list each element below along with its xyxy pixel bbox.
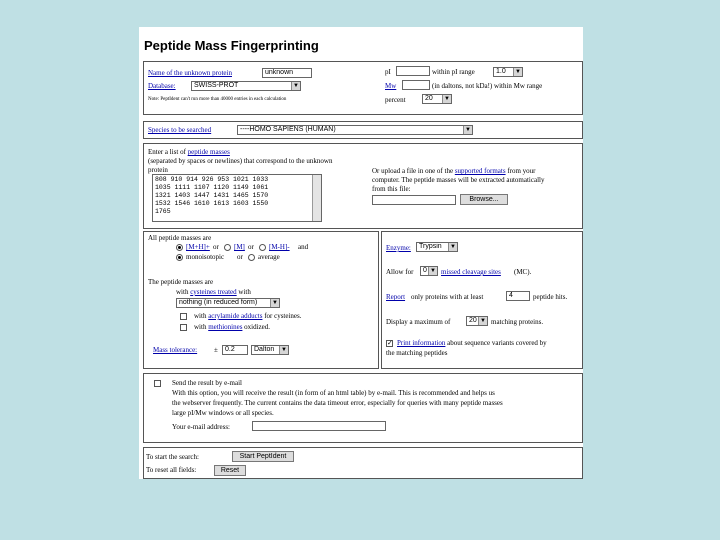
- monoisotopic-radio[interactable]: [176, 254, 183, 261]
- chevron-down-icon: ▼: [428, 267, 437, 275]
- chevron-down-icon: ▼: [513, 68, 522, 76]
- cysteines-with-suffix: with: [236, 288, 251, 296]
- mw-label[interactable]: Mw: [385, 82, 397, 90]
- and-text: and: [298, 243, 309, 251]
- display-prefix: Display a maximum of: [386, 318, 451, 326]
- tolerance-unit-select[interactable]: [251, 345, 289, 355]
- pi-range-select[interactable]: [493, 67, 523, 77]
- masses-intro-prefix: Enter a list of: [148, 148, 188, 156]
- missed-suffix: (MC).: [514, 268, 532, 276]
- pi-within-label: within pI range: [432, 68, 475, 76]
- upload-line1-suffix: from your: [505, 167, 536, 175]
- cysteines-heading: The peptide masses are: [148, 278, 214, 286]
- methionine-line: [194, 323, 270, 332]
- search-options-section: [381, 231, 583, 369]
- report-link[interactable]: Report: [386, 293, 406, 301]
- cysteine-treatment-select[interactable]: [176, 298, 280, 308]
- upload-line1-prefix: Or upload a file in one of the: [372, 167, 455, 175]
- email-section: [143, 373, 583, 443]
- acrylamide-line: [194, 312, 302, 321]
- peptide-masses-list: 808 910 914 926 953 1021 1033 1035 1111 1107 1120 1149 1061 1321 1403 1447 1431 1465 1570 1532 1546 1610 1613 1603 1550 1765: [155, 176, 269, 215]
- mminus-option-label[interactable]: [M-H]-: [269, 243, 290, 251]
- email-label: Send the result by e-mail: [172, 379, 242, 387]
- average-label: average: [258, 253, 280, 261]
- mw-percent-select[interactable]: [422, 94, 452, 104]
- display-max-select[interactable]: [466, 316, 488, 326]
- start-peptident-button[interactable]: Start PeptIdent: [232, 451, 294, 462]
- mw-percent-value: 20: [425, 95, 433, 102]
- mass-tolerance-label[interactable]: Mass tolerance:: [153, 346, 198, 354]
- species-select[interactable]: [237, 125, 473, 135]
- cysteines-treated-link[interactable]: cysteines treated: [190, 288, 237, 296]
- methionines-link[interactable]: methionines: [208, 323, 243, 331]
- enzyme-value: Trypsin: [419, 243, 442, 250]
- species-label[interactable]: Species to be searched: [148, 126, 212, 134]
- chevron-down-icon: ▼: [478, 317, 487, 325]
- mw-note: (in daltons, not kDa!) within Mw range: [432, 82, 543, 90]
- tolerance-unit-value: Dalton: [254, 346, 275, 353]
- display-suffix: matching proteins.: [491, 318, 544, 326]
- pi-input[interactable]: [396, 66, 430, 76]
- methionine-suffix: oxidized.: [242, 323, 271, 331]
- mass-options-section: [143, 231, 379, 369]
- or-text-3: or: [237, 253, 243, 261]
- reset-button[interactable]: Reset: [214, 465, 246, 476]
- monoisotopic-label: monoisotopic: [186, 253, 225, 261]
- upload-file-input[interactable]: [372, 195, 456, 205]
- chevron-down-icon: ▼: [291, 82, 300, 90]
- mminus-radio[interactable]: [259, 244, 266, 251]
- email-checkbox[interactable]: [154, 380, 161, 387]
- peptide-masses-section: [143, 143, 583, 229]
- peptide-masses-link[interactable]: peptide masses: [187, 148, 230, 156]
- start-label: To start the search:: [146, 453, 199, 461]
- report-min-input[interactable]: 4: [506, 291, 530, 301]
- email-desc-line3: large pI/Mw windows or all species.: [172, 409, 274, 417]
- mass-tolerance-input[interactable]: 0.2: [222, 345, 248, 355]
- chevron-down-icon: ▼: [279, 346, 288, 354]
- pi-range-value: 1.0: [496, 68, 506, 75]
- methionine-checkbox[interactable]: [180, 324, 187, 331]
- missed-cleavage-select[interactable]: [420, 266, 438, 276]
- database-note: Note: PeptIdent can't run more than 40000 entries in each calculation: [148, 97, 287, 102]
- species-section: [143, 121, 583, 139]
- database-label[interactable]: Database:: [148, 82, 176, 90]
- peptide-masses-textarea[interactable]: [152, 174, 322, 222]
- m-option-label[interactable]: [M]: [234, 243, 245, 251]
- cysteines-line: [176, 288, 251, 297]
- mw-percent-label: percent: [385, 96, 406, 104]
- reset-label: To reset all fields:: [146, 466, 197, 474]
- mass-type-heading: All peptide masses are: [148, 234, 212, 242]
- protein-name-label[interactable]: Name of the unknown protein: [148, 69, 232, 77]
- tolerance-pm: ±: [214, 346, 218, 354]
- mw-input[interactable]: [402, 80, 430, 90]
- email-address-input[interactable]: [252, 421, 386, 431]
- display-max-value: 20: [469, 317, 477, 324]
- database-select[interactable]: [191, 81, 301, 91]
- masses-intro-rest: (separated by spaces or newlines) that correspond to the unknown protein: [148, 157, 333, 174]
- submit-section: [143, 447, 583, 479]
- enzyme-select[interactable]: [416, 242, 458, 252]
- enzyme-label[interactable]: Enzyme:: [386, 244, 411, 252]
- peptident-form-page: [139, 27, 583, 479]
- supported-formats-link[interactable]: supported formats: [454, 167, 506, 175]
- print-info-line: [397, 339, 547, 348]
- acrylamide-suffix: for cysteines.: [262, 312, 302, 320]
- chevron-down-icon: ▼: [442, 95, 451, 103]
- print-info-checkbox[interactable]: [386, 340, 393, 347]
- acrylamide-prefix: with: [194, 312, 209, 320]
- textarea-scrollbar[interactable]: [312, 175, 321, 221]
- protein-name-input[interactable]: unknown: [262, 68, 312, 78]
- browse-button[interactable]: Browse...: [460, 194, 508, 205]
- species-value: ----HOMO SAPIENS (HUMAN): [240, 126, 336, 133]
- upload-line2: computer. The peptide masses will be extracted automatically: [372, 176, 545, 184]
- missed-cleavage-value: 0: [423, 267, 427, 274]
- upload-line1: [372, 167, 536, 176]
- print-info-text: about sequence variants covered by: [447, 339, 547, 347]
- chevron-down-icon: ▼: [270, 299, 279, 307]
- pi-prefix: pI: [385, 68, 391, 76]
- email-desc-line2: the webserver frequently. The current contains the data timeout error, especially for queries with many peptide masses: [172, 399, 503, 407]
- acrylamide-adducts-link[interactable]: acrylamide adducts: [208, 312, 263, 320]
- protein-parameters-section: [143, 61, 583, 115]
- print-information-link[interactable]: Print information: [397, 339, 446, 347]
- missed-cleavage-link[interactable]: missed cleavage sites: [441, 268, 501, 276]
- email-desc-line1: With this option, you will receive the result (in form of an html table) by e-mail. This is recommended and helps us: [172, 389, 495, 397]
- average-radio[interactable]: [248, 254, 255, 261]
- cysteines-with-prefix: with: [176, 288, 191, 296]
- mh-option-label[interactable]: [M+H]+: [186, 243, 210, 251]
- upload-line3: from this file:: [372, 185, 411, 193]
- print-info-line2: the matching peptides: [386, 349, 448, 357]
- or-text-1: or: [213, 243, 219, 251]
- masses-intro-line1: [148, 148, 230, 157]
- page-title: Peptide Mass Fingerprinting: [144, 38, 319, 53]
- methionine-prefix: with: [194, 323, 209, 331]
- m-radio[interactable]: [224, 244, 231, 251]
- missed-prefix: Allow for: [386, 268, 414, 276]
- chevron-down-icon: ▼: [448, 243, 457, 251]
- mh-radio[interactable]: [176, 244, 183, 251]
- acrylamide-checkbox[interactable]: [180, 313, 187, 320]
- chevron-down-icon: ▼: [463, 126, 472, 134]
- email-address-label: Your e-mail address:: [172, 423, 231, 431]
- cysteine-treatment-value: nothing (in reduced form): [179, 299, 258, 306]
- database-value: SWISS-PROT: [194, 82, 239, 89]
- report-suffix: peptide hits.: [533, 293, 568, 301]
- or-text-2: or: [248, 243, 254, 251]
- report-text: only proteins with at least: [411, 293, 484, 301]
